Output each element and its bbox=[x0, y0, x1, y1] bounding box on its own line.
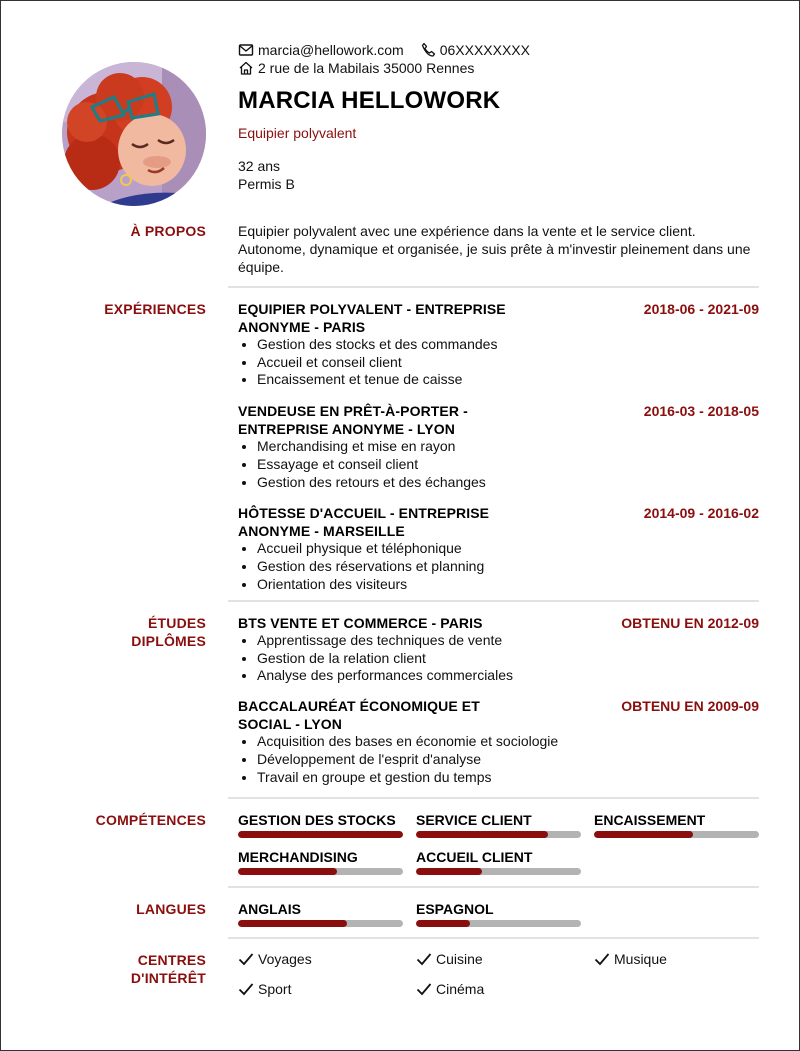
divider bbox=[228, 937, 759, 939]
bullet-list bbox=[238, 438, 759, 491]
bullet-list bbox=[238, 336, 759, 389]
skill-item bbox=[238, 811, 403, 838]
skill-item bbox=[238, 848, 403, 875]
license-text: Permis B bbox=[238, 176, 295, 192]
list-item: Gestion des stocks et des commandes bbox=[238, 336, 759, 354]
interest-item bbox=[238, 951, 312, 967]
home-icon bbox=[238, 60, 254, 76]
interest-label: Musique bbox=[614, 951, 667, 967]
language-item bbox=[238, 900, 403, 927]
divider bbox=[228, 886, 759, 888]
list-item: Travail en groupe et gestion du temps bbox=[238, 769, 759, 787]
phone-text: 06XXXXXXXX bbox=[439, 42, 530, 58]
skill-name: ENCAISSEMENT bbox=[594, 812, 706, 828]
phone-item[interactable] bbox=[420, 41, 530, 59]
divider bbox=[228, 600, 759, 602]
check-icon bbox=[594, 952, 610, 966]
interest-item bbox=[416, 951, 483, 967]
entry-date: 2018-06 - 2021-09 bbox=[643, 301, 759, 317]
entry-date: OBTENU EN 2012-09 bbox=[621, 615, 759, 631]
skill-name: GESTION DES STOCKS bbox=[238, 812, 396, 828]
interest-label: Cuisine bbox=[436, 951, 483, 967]
skill-bar-fill bbox=[594, 831, 693, 838]
interest-item bbox=[416, 981, 484, 997]
interest-item bbox=[238, 981, 291, 997]
skills-label: COMPÉTENCES bbox=[95, 812, 206, 828]
address-text: 2 rue de la Mabilais 35000 Rennes bbox=[258, 60, 475, 76]
language-item bbox=[416, 900, 581, 927]
interest-item bbox=[594, 951, 667, 967]
language-bar-fill bbox=[238, 920, 347, 927]
list-item: Accueil physique et téléphonique bbox=[238, 540, 759, 558]
interests-label-line: D'INTÉRÊT bbox=[130, 970, 206, 986]
bullet-list bbox=[238, 632, 759, 685]
skill-name: ACCUEIL CLIENT bbox=[416, 849, 533, 865]
skill-bar bbox=[416, 831, 581, 838]
education-entry bbox=[238, 697, 759, 786]
address-item bbox=[238, 59, 474, 77]
interest-label: Cinéma bbox=[436, 981, 485, 997]
education-label-line: ÉTUDES bbox=[148, 615, 206, 631]
languages-label: LANGUES bbox=[136, 901, 206, 917]
entry-title: EQUIPIER POLYVALENT - ENTREPRISE ANONYME - PARIS bbox=[238, 301, 506, 335]
language-bar bbox=[238, 920, 403, 927]
personal-info bbox=[238, 157, 295, 193]
list-item: Orientation des visiteurs bbox=[238, 576, 759, 594]
email-item[interactable] bbox=[238, 41, 404, 59]
divider bbox=[228, 797, 759, 799]
check-icon bbox=[238, 952, 254, 966]
entry-title: HÔTESSE D'ACCUEIL - ENTREPRISE ANONYME - MARSEILLE bbox=[238, 505, 490, 540]
list-item: Acquisition des bases en économie et sociologie bbox=[238, 733, 759, 751]
language-bar-fill bbox=[416, 920, 470, 927]
list-item: Apprentissage des techniques de vente bbox=[238, 632, 759, 650]
age-text: 32 ans bbox=[238, 158, 281, 174]
entry-title: BTS VENTE ET COMMERCE - PARIS bbox=[238, 615, 483, 631]
candidate-name: MARCIA HELLOWORK bbox=[238, 87, 501, 114]
skills-grid bbox=[238, 811, 759, 891]
skill-bar-fill bbox=[238, 831, 403, 838]
about-text: Equipier polyvalent avec une expérience dans la vente et le service client. Autonome, dynamique et organisée, je suis prête à m'investir pleinement dans une équipe. bbox=[238, 223, 751, 275]
skill-bar bbox=[238, 831, 403, 838]
mail-icon bbox=[238, 42, 254, 58]
experience-label: EXPÉRIENCES bbox=[104, 301, 206, 317]
skill-bar-fill bbox=[238, 868, 337, 875]
job-title: Equipier polyvalent bbox=[238, 125, 357, 141]
experience-entry bbox=[238, 300, 759, 389]
skill-item bbox=[594, 811, 759, 838]
entry-title: BACCALAURÉAT ÉCONOMIQUE ET SOCIAL - LYON bbox=[238, 698, 480, 733]
profile-photo bbox=[62, 62, 206, 206]
languages-section bbox=[1, 900, 800, 930]
experience-list bbox=[238, 300, 759, 606]
entry-date: OBTENU EN 2009-09 bbox=[621, 698, 759, 715]
contact-block bbox=[238, 41, 546, 77]
skill-bar bbox=[238, 868, 403, 875]
interest-label: Sport bbox=[258, 981, 292, 997]
list-item: Analyse des performances commerciales bbox=[238, 667, 759, 685]
entry-title: VENDEUSE EN PRÊT-À-PORTER - ENTREPRISE ANONYME - LYON bbox=[238, 403, 468, 438]
skills-section bbox=[1, 811, 800, 891]
list-item: Essayage et conseil client bbox=[238, 456, 759, 474]
list-item: Encaissement et tenue de caisse bbox=[238, 371, 759, 389]
skill-bar bbox=[416, 868, 581, 875]
email-text: marcia@hellowork.com bbox=[258, 42, 404, 58]
list-item: Développement de l'esprit d'analyse bbox=[238, 751, 759, 769]
language-name: ESPAGNOL bbox=[416, 901, 494, 917]
skill-name: MERCHANDISING bbox=[238, 849, 358, 865]
education-label bbox=[131, 614, 206, 650]
skill-bar-fill bbox=[416, 831, 548, 838]
list-item: Gestion des réservations et planning bbox=[238, 558, 759, 576]
entry-date: 2014-09 - 2016-02 bbox=[643, 505, 759, 522]
skill-bar bbox=[594, 831, 759, 838]
bullet-list bbox=[238, 733, 759, 786]
education-entry bbox=[238, 614, 759, 685]
languages-grid bbox=[238, 900, 759, 930]
check-icon bbox=[238, 982, 254, 996]
list-item: Gestion de la relation client bbox=[238, 650, 759, 668]
language-bar bbox=[416, 920, 581, 927]
skill-bar-fill bbox=[416, 868, 482, 875]
divider bbox=[228, 286, 759, 288]
check-icon bbox=[416, 952, 432, 966]
list-item: Merchandising et mise en rayon bbox=[238, 438, 759, 456]
skill-name: SERVICE CLIENT bbox=[416, 812, 532, 828]
interests-label-line: CENTRES bbox=[137, 952, 206, 968]
experience-entry bbox=[238, 402, 759, 491]
check-icon bbox=[416, 982, 432, 996]
skill-item bbox=[416, 848, 581, 875]
experience-entry bbox=[238, 504, 759, 593]
about-label: À PROPOS bbox=[130, 223, 206, 239]
bullet-list bbox=[238, 540, 759, 593]
language-name: ANGLAIS bbox=[238, 901, 301, 917]
skill-item bbox=[416, 811, 581, 838]
interests-label bbox=[131, 951, 206, 987]
phone-icon bbox=[420, 42, 436, 58]
interest-label: Voyages bbox=[258, 951, 312, 967]
education-label-line: DIPLÔMES bbox=[131, 633, 206, 649]
interests-grid bbox=[238, 951, 759, 1011]
list-item: Accueil et conseil client bbox=[238, 354, 759, 372]
list-item: Gestion des retours et des échanges bbox=[238, 474, 759, 492]
education-list bbox=[238, 614, 759, 799]
entry-date: 2016-03 - 2018-05 bbox=[643, 403, 759, 420]
